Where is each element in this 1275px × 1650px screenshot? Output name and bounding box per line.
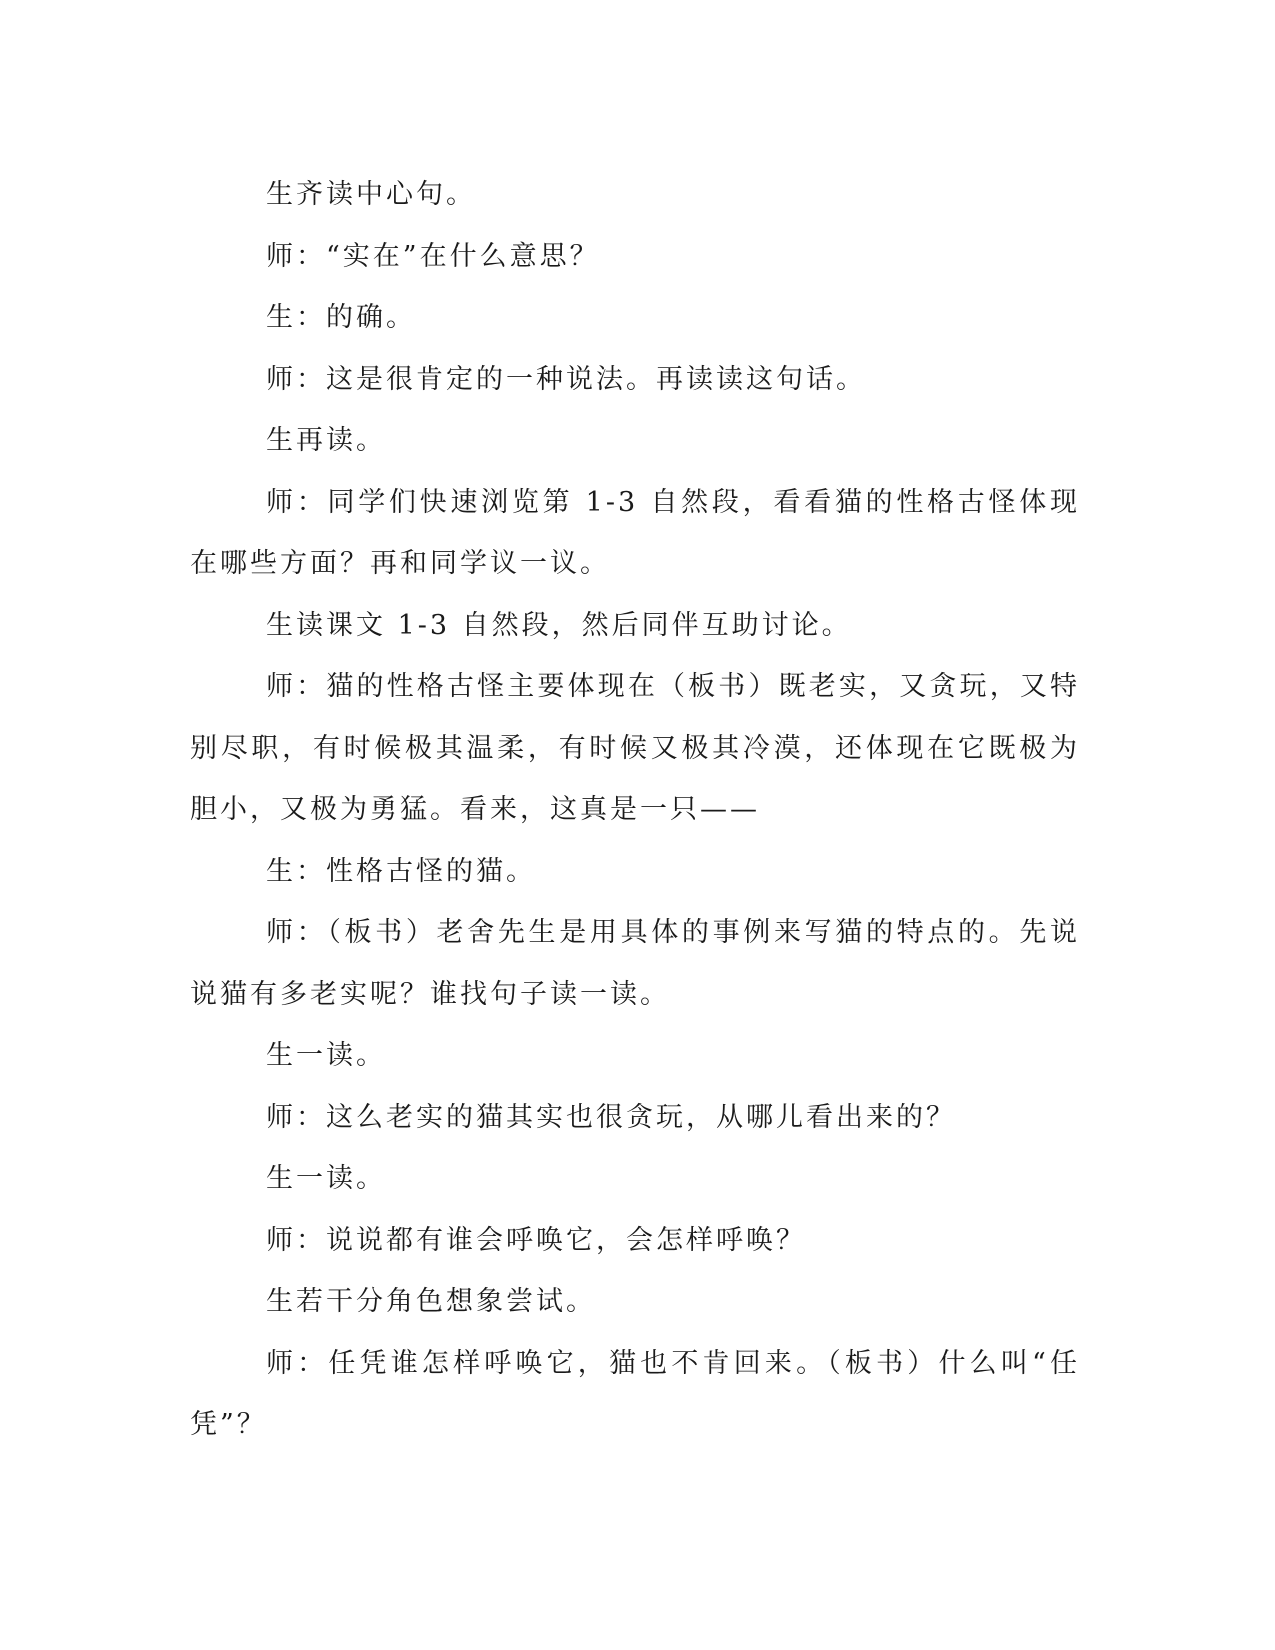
paragraph: 生读课文 1-3 自然段，然后同伴互助讨论。 <box>266 609 852 641</box>
paragraph: 生再读。 <box>266 425 386 456</box>
paragraph: 师：任凭谁怎样呼唤它，猫也不肯回来。（板书）什么叫“任凭”？ <box>190 1347 1080 1440</box>
paragraph: 生若干分角色想象尝试。 <box>266 1286 596 1317</box>
paragraph: 生齐读中心句。 <box>266 179 476 210</box>
paragraph: 师：同学们快速浏览第 1-3 自然段，看看猫的性格古怪体现在哪些方面？再和同学议一议。 <box>190 486 1080 579</box>
document-body <box>190 164 1080 1456</box>
paragraph: 师：猫的性格古怪主要体现在（板书）既老实，又贪玩，又特别尽职，有时候极其温柔，有时候又极其冷漠，还体现在它既极为胆小，又极为勇猛。看来，这真是一只—— <box>190 671 1080 825</box>
paragraph: 生一读。 <box>266 1040 386 1071</box>
paragraph: 师：这是很肯定的一种说法。再读读这句话。 <box>266 363 866 395</box>
paragraph: 生：性格古怪的猫。 <box>266 855 536 887</box>
paragraph: 师：说说都有谁会呼唤它，会怎样呼唤？ <box>266 1224 806 1256</box>
paragraph: 师：“实在”在什么意思？ <box>266 240 600 272</box>
paragraph: 生一读。 <box>266 1163 386 1194</box>
paragraph: 师：（板书）老舍先生是用具体的事例来写猫的特点的。先说说猫有多老实呢？谁找句子读一读。 <box>190 917 1080 1010</box>
paragraph: 生：的确。 <box>266 302 416 333</box>
paragraph: 师：这么老实的猫其实也很贪玩，从哪儿看出来的？ <box>266 1101 956 1133</box>
